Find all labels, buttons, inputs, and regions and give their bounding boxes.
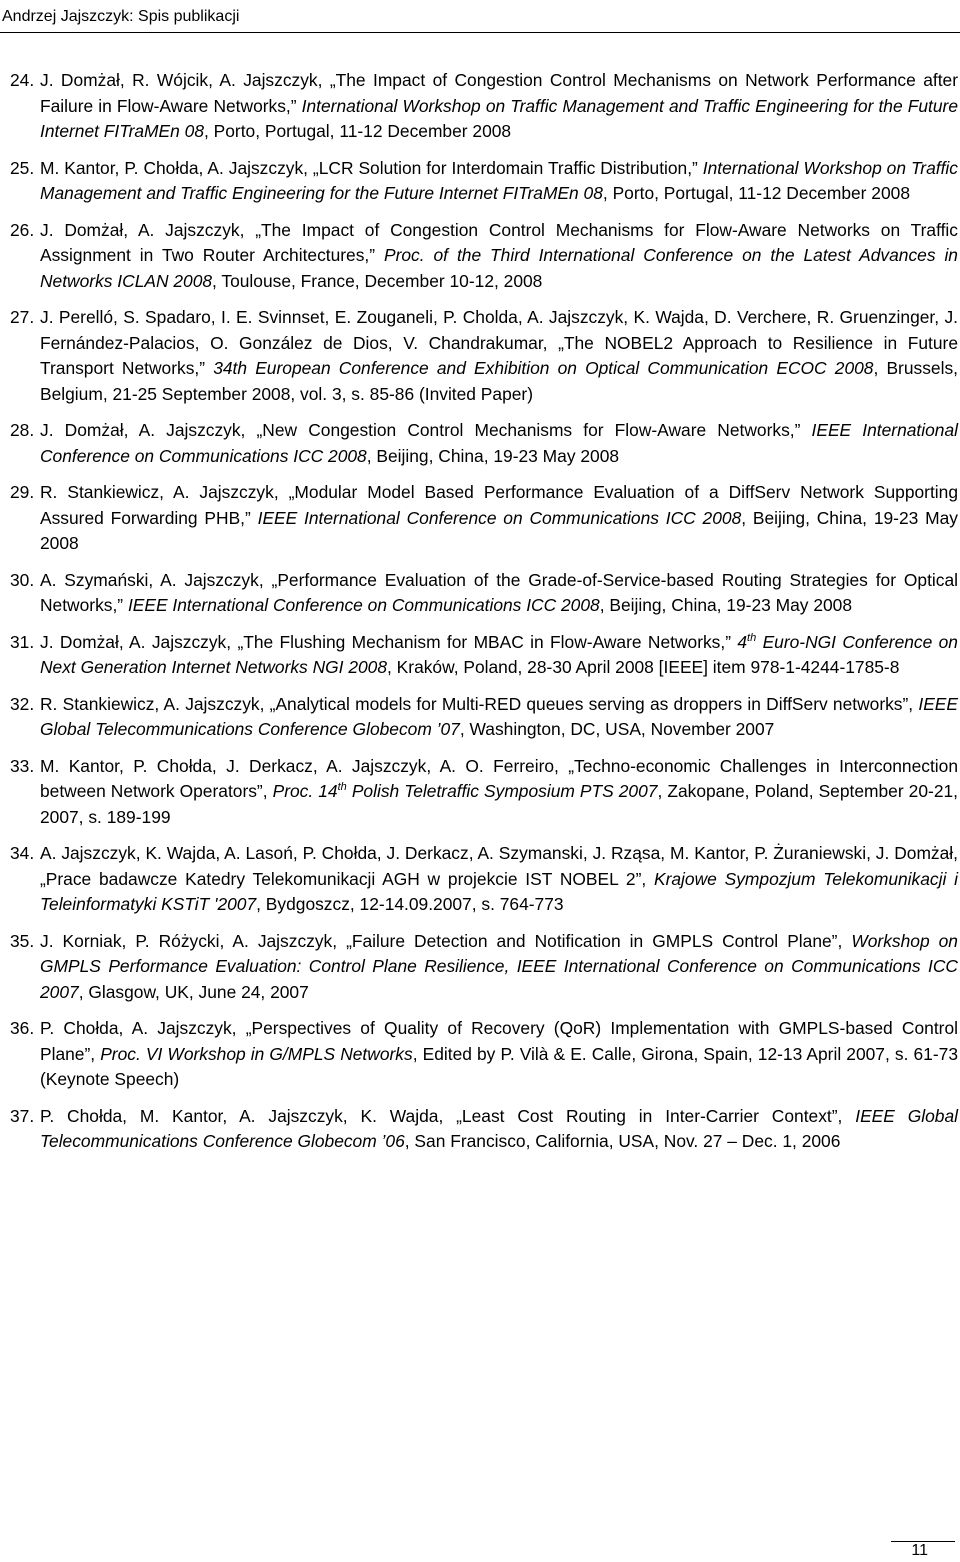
publication-entry [10,68,958,145]
entry-venue: Krajowe Sympozjum Telekomunikacji i Teleinformatyki KSTiT '2007 [40,868,958,914]
publication-list [10,68,958,1166]
entry-details: , Beijing, China, 19-23 May 2008 [40,507,958,553]
entry-venue: IEEE International Conference on Communications ICC 2008 [257,507,742,528]
entry-number: 27. [10,307,35,327]
entry-authors-title: P. Chołda, M. Kantor, A. Jajszczyk, K. Wajda, „Least Cost Routing in Inter-Carrier Context”, [40,1105,856,1126]
publication-entry [10,841,958,918]
publication-entry [10,156,958,207]
entry-venue: IEEE International Conference on Communications ICC 2008 [127,595,600,615]
publication-entry [10,754,958,831]
entry-authors-title: J. Korniak, P. Różycki, A. Jajszczyk, „Failure Detection and Notification in GMPLS Control Plane”, [40,930,852,951]
entry-venue: IEEE Global Telecommunications Conference Globecom ’07 [40,693,958,739]
header-title: Andrzej Jajszczyk: Spis publikacji [2,8,240,25]
entry-authors-title: A. Szymański, A. Jajszczyk, „Performance Evaluation of the Grade-of-Service-based Routing Strategies for Optical Networks,” [40,569,958,615]
publication-entry [10,630,958,681]
publication-entry [10,218,958,295]
publication-entry [10,1104,958,1155]
entry-superscript: th [337,781,347,794]
entry-number: 25. [10,157,35,178]
entry-venue: Proc. of the Third International Conference on the Latest Advances in Networks ICLAN 2008 [40,245,958,291]
entry-number: 32. [10,693,35,714]
entry-details: , Bydgoszcz, 12-14.09.2007, s. 764-773 [256,894,564,914]
entry-venue: IEEE Global Telecommunications Conference Globecom ’06 [40,1105,959,1151]
header-rule [0,32,960,33]
entry-venue: IEEE International Conference on Communications ICC 2008 [40,420,958,466]
entry-venue: International Workshop on Traffic Management and Traffic Engineering for the Future Internet FITraMEn 08 [40,95,958,141]
entry-venue: 34th European Conference and Exhibition on Optical Communication ECOC 2008 [213,358,874,378]
entry-venue-cont: Euro-NGI Conference on Next Generation Internet Networks NGI 2008 [40,631,958,677]
entry-authors-title: J. Domżał, A. Jajszczyk, „The Impact of Congestion Control Mechanisms for Flow-Aware Networks on Traffic Assignment in Two Router Architectures,” [40,219,958,265]
publication-entry [10,1016,958,1093]
entry-details: , Zakopane, Poland, September 20-21, 2007, s. 189-199 [40,781,958,827]
entry-details: , San Francisco, California, USA, Nov. 27 – Dec. 1, 2006 [404,1131,841,1151]
entry-venue: International Workshop on Traffic Management and Traffic Engineering for the Future Internet FITraMEn 08 [40,157,958,203]
entry-number: 30. [10,569,35,590]
entry-venue: Proc. 14 [272,781,338,801]
entry-number: 29. [10,482,35,502]
entry-details: , Glasgow, UK, June 24, 2007 [78,981,309,1002]
publication-entry [10,568,958,619]
entry-number: 26. [10,219,35,240]
page-header [0,4,239,30]
entry-details: , Edited by P. Vilà & E. Calle, Girona, Spain, 12-13 April 2007, s. 61-73 (Keynote Speech) [40,1043,958,1089]
entry-authors-title: R. Stankiewicz, A. Jajszczyk, „Modular Model Based Performance Evaluation of a DiffServ Network Supporting Assured Forwarding PHB,” [40,482,958,528]
entry-venue: Workshop on GMPLS Performance Evaluation: Control Plane Resilience, IEEE International Conference on Communications ICC 2007 [40,930,958,1002]
entry-venue: 4 [737,631,748,652]
publication-entry [10,480,958,557]
entry-authors-title: J. Domżał, A. Jajszczyk, „The Flushing Mechanism for MBAC in Flow-Aware Networks,” [40,631,738,652]
entry-details: , Porto, Portugal, 11-12 December 2008 [602,183,910,203]
entry-authors-title: M. Kantor, P. Chołda, J. Derkacz, A. Jajszczyk, A. O. Ferreiro, „Techno-economic Challenges in Interconnection between Network Operators”, [40,755,958,801]
entry-authors-title: R. Stankiewicz, A. Jajszczyk, „Analytical models for Multi-RED queues serving as droppers in DiffServ networks”, [40,693,919,714]
entry-details: , Brussels, Belgium, 21-25 September 2008, vol. 3, s. 85-86 (Invited Paper) [40,358,958,404]
entry-number: 31. [10,631,35,652]
entry-number: 33. [10,755,35,776]
entry-number: 24. [10,70,35,90]
entry-details: , Porto, Portugal, 11-12 December 2008 [204,121,512,141]
publication-entry [10,929,958,1006]
entry-details: , Toulouse, France, December 10-12, 2008 [212,270,543,291]
entry-details: , Washington, DC, USA, November 2007 [459,719,775,739]
entry-number: 35. [10,930,35,951]
entry-venue: Proc. VI Workshop in G/MPLS Networks [100,1043,413,1064]
entry-details: , Beijing, China, 19-23 May 2008 [599,595,853,615]
entry-authors-title: M. Kantor, P. Chołda, A. Jajszczyk, „LCR Solution for Interdomain Traffic Distribution,” [40,157,703,178]
entry-authors-title: P. Chołda, A. Jajszczyk, „Perspectives of Quality of Recovery (QoR) Implementation with GMPLS-based Control Plane”, [40,1018,958,1064]
entry-number: 28. [10,420,35,440]
page-number: 11 [911,1542,928,1559]
publication-entry [10,418,958,469]
entry-authors-title: J. Domżał, A. Jajszczyk, „New Congestion Control Mechanisms for Flow-Aware Networks,” [40,420,812,440]
entry-details: , Beijing, China, 19-23 May 2008 [366,445,620,466]
publication-entry [10,692,958,743]
entry-number: 37. [10,1105,35,1126]
entry-authors-title: J. Domżał, R. Wójcik, A. Jajszczyk, „The Impact of Congestion Control Mechanisms on Network Performance after Failure in Flow-Aware Networks,” [40,70,958,116]
publication-entry [10,305,958,407]
entry-superscript: th [747,631,757,644]
entry-authors-title: J. Perelló, S. Spadaro, I. E. Svinnset, E. Zouganeli, P. Cholda, A. Jajszczyk, K. Wajda, D. Verchere, R. Gruenzinger, J. Fernández-Palacios, O. González de Dios, V. Chandrakumar, „The NOBEL2 Approach to Resilience in Future Transport Networks,” [40,307,958,378]
entry-number: 34. [10,843,35,863]
entry-number: 36. [10,1018,35,1038]
entry-details: , Kraków, Poland, 28-30 April 2008 [IEEE] item 978-1-4244-1785-8 [387,657,900,677]
entry-venue-cont: Polish Teletraffic Symposium PTS 2007 [346,781,658,801]
entry-authors-title: A. Jajszczyk, K. Wajda, A. Lasoń, P. Chołda, J. Derkacz, A. Szymanski, J. Rząsa, M. Kantor, P. Żuraniewski, J. Domżał, „Prace badawcze Katedry Telekomunikacji AGH w projekcie IST NOBEL 2”, [40,843,958,889]
